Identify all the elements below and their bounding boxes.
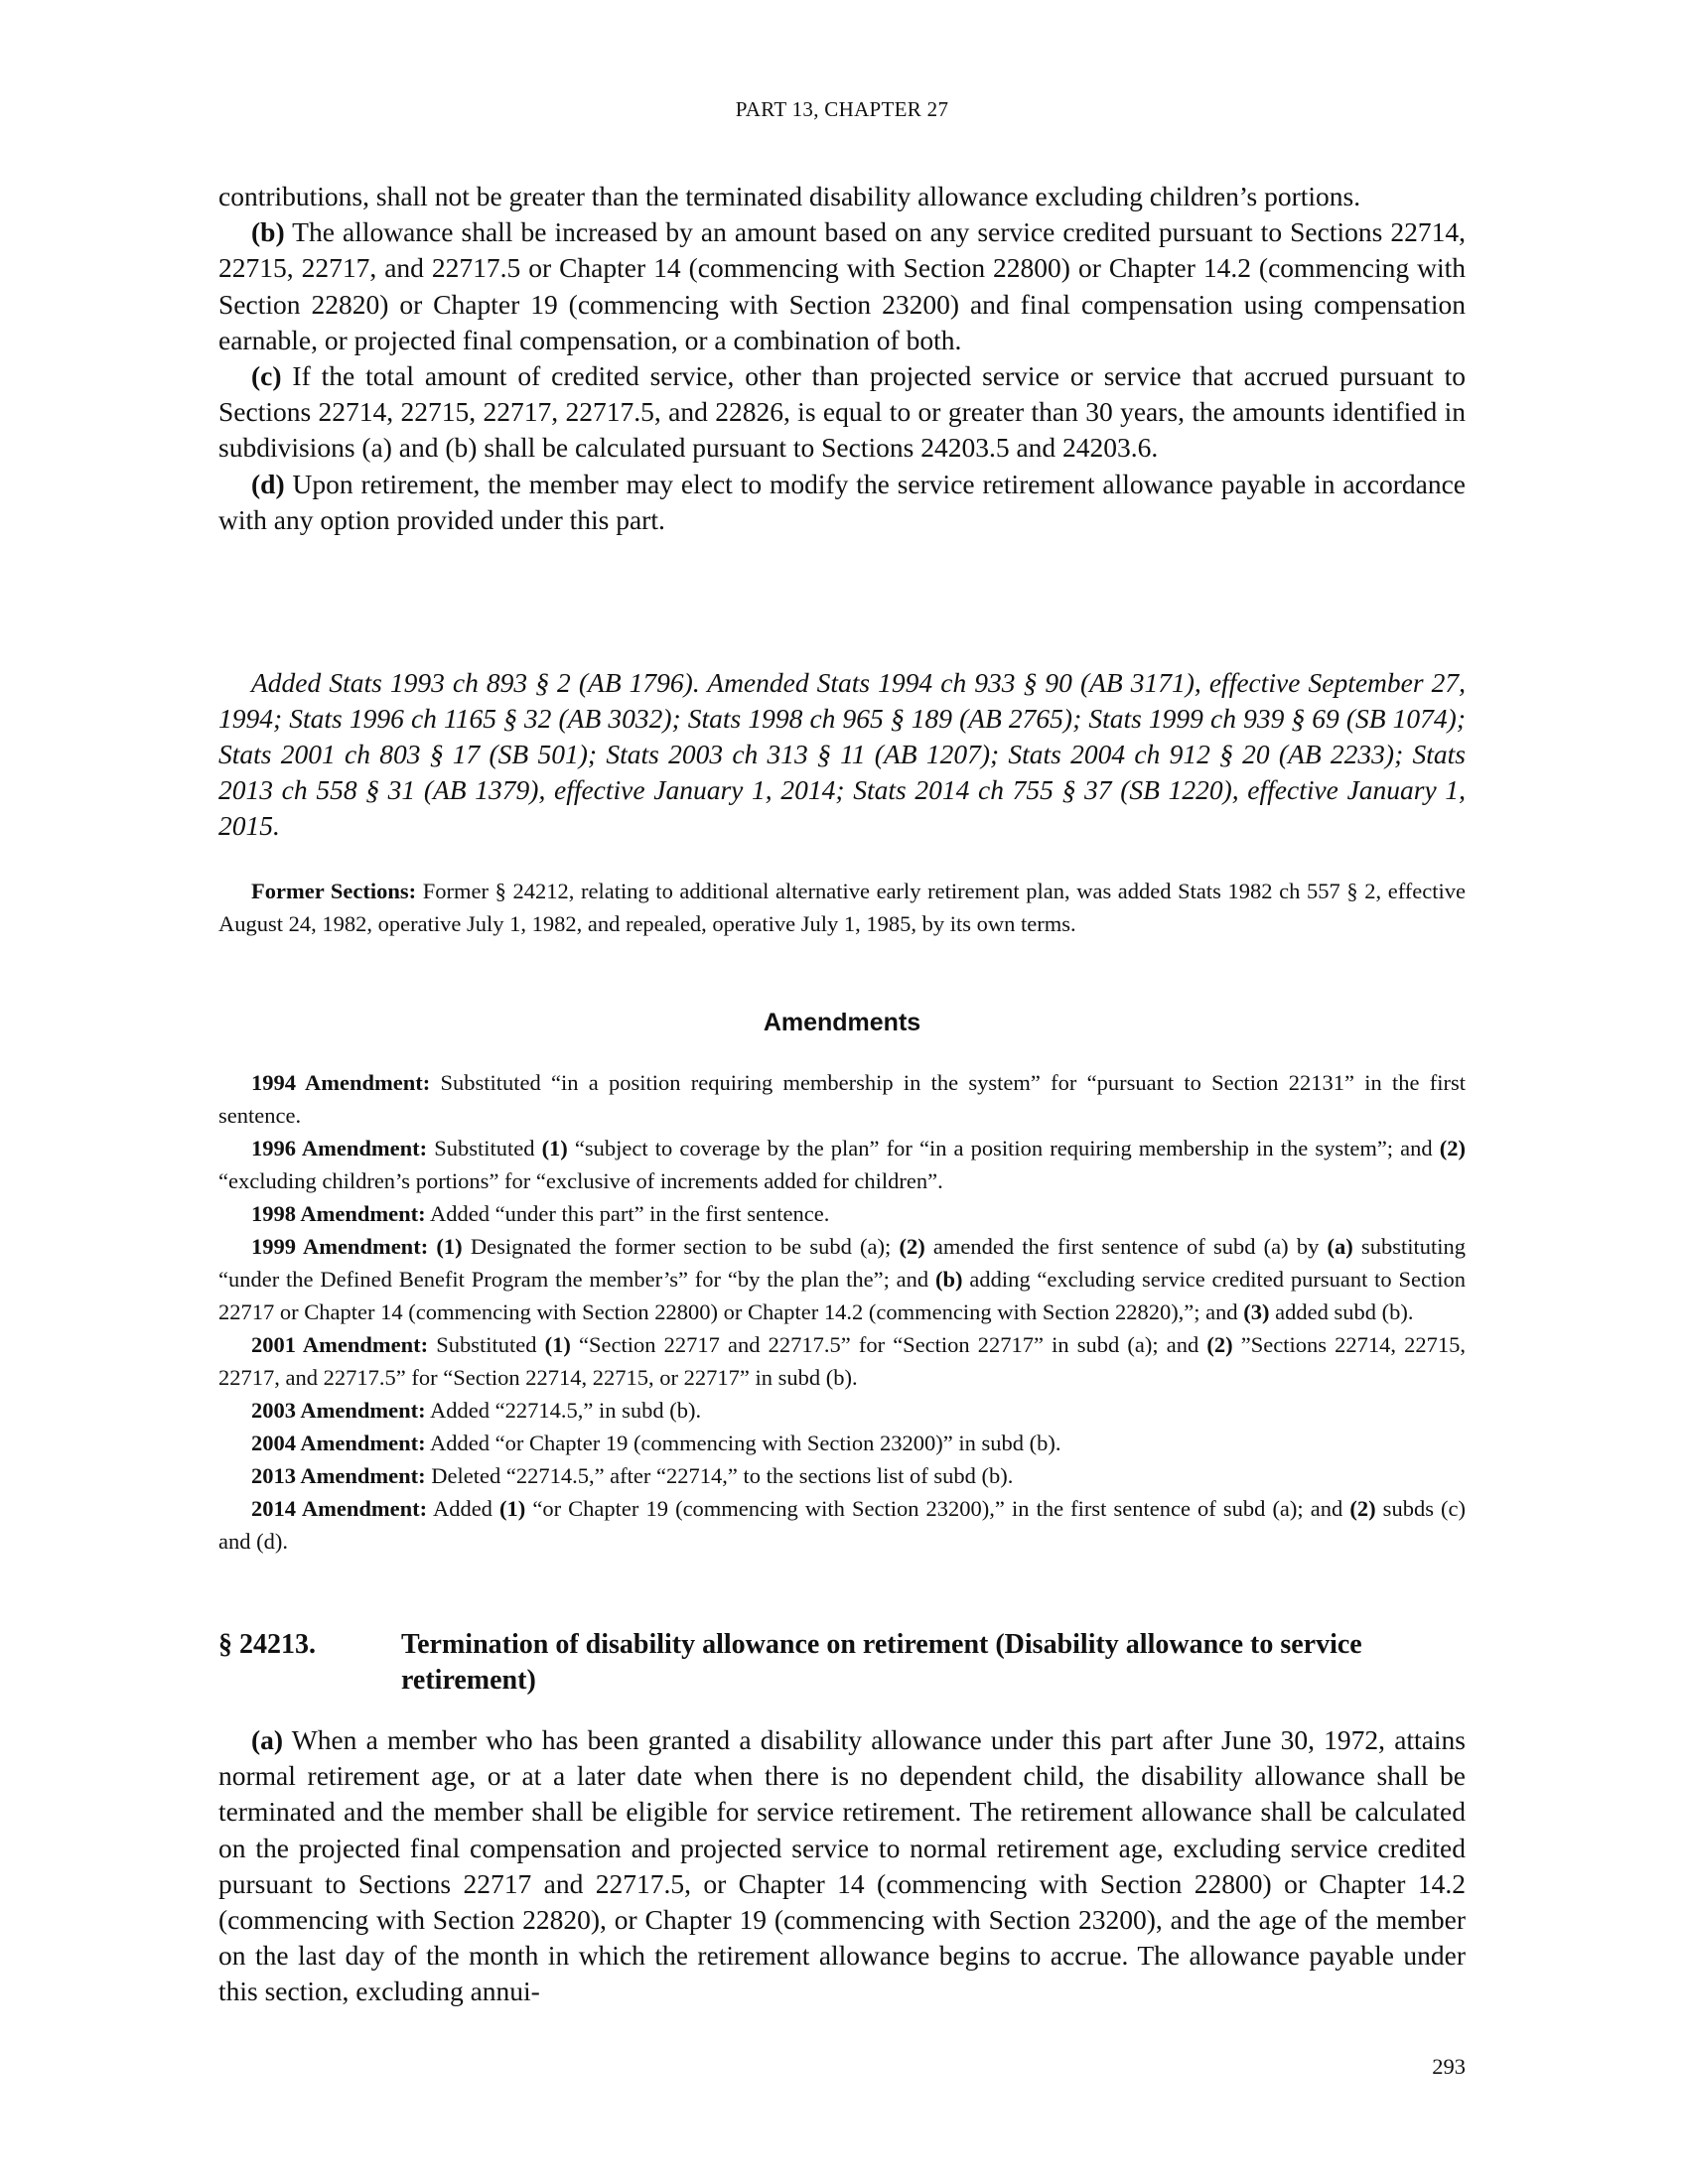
amendment-label: 2013 Amendment:: [251, 1463, 426, 1488]
amendment-label: 1998 Amendment:: [251, 1201, 426, 1226]
item-number: (a): [1327, 1234, 1353, 1259]
amendment-1998: [218, 1197, 1466, 1230]
amendment-label: 2001 Amendment:: [251, 1332, 429, 1357]
amendment-1999: [218, 1230, 1466, 1328]
legislative-history: Added Stats 1993 ch 893 § 2 (AB 1796). Amended Stats 1994 ch 933 § 90 (AB 3171), effective September 27, 1994; Stats 1996 ch 1165 § 32 (AB 3032); Stats 1998 ch 965 § 189 (AB 2765); Stats 1999 ch 939 § 69 (SB 1074); Stats 2001 ch 803 § 17 (SB 501); Stats 2003 ch 313 § 11 (AB 1207); Stats 2004 ch 912 § 20 (AB 2233); Stats 2013 ch 558 § 31 (AB 1379), effective January 1, 2014; Stats 2014 ch 755 § 37 (SB 1220), effective January 1, 2015.: [218, 667, 1466, 841]
amendment-text: subds (c) and (d).: [218, 1496, 1467, 1554]
subdivision-text: When a member who has been granted a disability allowance under this part after June 30, 1972, attains normal retirement age, or at a later date when there is no dependent child, the disability allowance shall be terminated and the member shall be eligible for service retirement. The retirement allowance shall be calculated on the projected final compensation and projected service to normal retirement age, excluding service credited pursuant to Sections 22717 and 22717.5, or Chapter 14 (commencing with Section 22800) or Chapter 14.2 (commencing with Section 22820), or Chapter 19 (commencing with Section 23200), and the age of the member on the last day of the month in which the retirement allowance begins to accrue. The allowance payable under this section, excluding annui-: [218, 1724, 1466, 2007]
amendment-text: “subject to coverage by the plan” for “in a position requiring membership in the system”; and: [567, 1136, 1440, 1160]
amendment-text: substituting “under the Defined Benefit Program the member’s” for “by the plan the”; and: [218, 1234, 1467, 1292]
amendment-text: Substituted: [427, 1136, 542, 1160]
section-number: § 24213.: [218, 1629, 316, 1660]
amendment-text: Deleted “22714.5,” after “22714,” to the sections list of subd (b).: [425, 1463, 1014, 1488]
amendment-label: 1994 Amendment:: [251, 1070, 431, 1095]
former-sections-note: [218, 875, 1466, 940]
item-number: (1): [541, 1136, 568, 1160]
amendment-text: Substituted: [428, 1332, 545, 1357]
subdivision-label: (c): [251, 360, 282, 392]
amendment-label: 2014 Amendment:: [251, 1496, 428, 1521]
amendments-list: [218, 1066, 1466, 1558]
amendment-text: Added “under this part” in the first sentence.: [425, 1201, 830, 1226]
subdivision-text: If the total amount of credited service, other than projected service or service that accrued pursuant to Sections 22714, 22715, 22717, 22717.5, and 22826, is equal to or greater than 30 years, the amounts identified in subdivisions (a) and (b) shall be calculated pursuant to Sections 24203.5 and 24203.6.: [218, 360, 1466, 464]
amendment-text: added subd (b).: [1269, 1299, 1414, 1324]
amendment-text: Added: [427, 1496, 500, 1521]
page-number: 293: [1432, 2054, 1466, 2079]
amendment-text: Substituted “in a position requiring membership in the system” for “pursuant to Section 22131” in the first sentence.: [218, 1070, 1467, 1128]
amendment-label: 1996 Amendment:: [251, 1136, 428, 1160]
item-number: (1): [544, 1332, 571, 1357]
running-head: PART 13, CHAPTER 27: [735, 97, 949, 121]
amendment-2001: [218, 1328, 1466, 1394]
item-number: (2): [1439, 1136, 1466, 1160]
subdivision-d: [218, 467, 1466, 538]
amendment-1996: [218, 1132, 1466, 1197]
amendment-text: Added “22714.5,” in subd (b).: [425, 1398, 702, 1423]
amendment-text: adding “excluding service credited pursuant to Section 22717 or Chapter 14 (commencing with Section 22800) or Chapter 14.2 (commencing with Section 22820),”; and: [218, 1267, 1466, 1324]
amendment-text: “excluding children’s portions” for “exclusive of increments added for children”.: [218, 1168, 943, 1193]
amendment-text: amended the first sentence of subd (a) by: [924, 1234, 1328, 1259]
amendment-label: 2004 Amendment:: [251, 1431, 426, 1455]
amendment-text: ”Sections 22714, 22715, 22717, and 22717.5” for “Section 22714, 22715, or 22717” in subd (b).: [218, 1332, 1466, 1390]
former-sections-label: Former Sections:: [251, 879, 417, 903]
statute-body: [218, 179, 1466, 538]
amendment-text: “Section 22717 and 22717.5” for “Section 22717” in subd (a); and: [570, 1332, 1207, 1357]
item-number: (2): [899, 1234, 925, 1259]
subdivision-c: [218, 358, 1466, 467]
subdivision-text: The allowance shall be increased by an amount based on any service credited pursuant to Sections 22714, 22715, 22717, and 22717.5 or Chapter 14 (commencing with Section 22800) or Chapter 14.2 (commencing with Section 22820) or Chapter 19 (commencing with Section 23200) and final compensation using compensation earnable, or projected final compensation, or a combination of both.: [218, 216, 1466, 355]
item-number: (1): [499, 1496, 526, 1521]
item-number: (2): [1349, 1496, 1376, 1521]
amendment-text: Designated the former section to be subd (a);: [462, 1234, 900, 1259]
section-subdivision-a: [218, 1722, 1466, 2010]
item-number: (2): [1206, 1332, 1233, 1357]
item-number: (b): [935, 1267, 963, 1292]
item-number: (3): [1243, 1299, 1270, 1324]
subdivision-label: (d): [251, 468, 285, 499]
section-title: Termination of disability allowance on retirement (Disability allowance to service retirement): [401, 1629, 1362, 1696]
amendment-text: “or Chapter 19 (commencing with Section 23200),” in the first sentence of subd (a); and: [525, 1496, 1350, 1521]
amendment-text: Added “or Chapter 19 (commencing with Section 23200)” in subd (b).: [425, 1431, 1061, 1455]
amendment-label: 1999 Amendment:: [251, 1234, 429, 1259]
amendment-2013: [218, 1459, 1466, 1492]
subdivision-b: [218, 214, 1466, 358]
subdivision-label: (b): [251, 216, 285, 248]
amendment-label: 2003 Amendment:: [251, 1398, 426, 1423]
amendment-2003: [218, 1394, 1466, 1427]
former-sections-text: Former § 24212, relating to additional alternative early retirement plan, was added Stats 1982 ch 557 § 2, effective August 24, 1982, operative July 1, 1982, and repealed, operative July 1, 1985, by its own terms.: [218, 879, 1466, 936]
paragraph-continuation: contributions, shall not be greater than the terminated disability allowance excluding children’s portions.: [218, 181, 1361, 211]
subdivision-label: (a): [251, 1724, 284, 1755]
subdivision-text: Upon retirement, the member may elect to modify the service retirement allowance payable in accordance with any option provided under this part.: [218, 468, 1466, 535]
amendment-2014: [218, 1492, 1466, 1558]
item-number: (1): [436, 1234, 463, 1259]
amendments-heading: Amendments: [763, 1009, 921, 1036]
amendment-1994: [218, 1066, 1466, 1132]
amendment-2004: [218, 1427, 1466, 1459]
